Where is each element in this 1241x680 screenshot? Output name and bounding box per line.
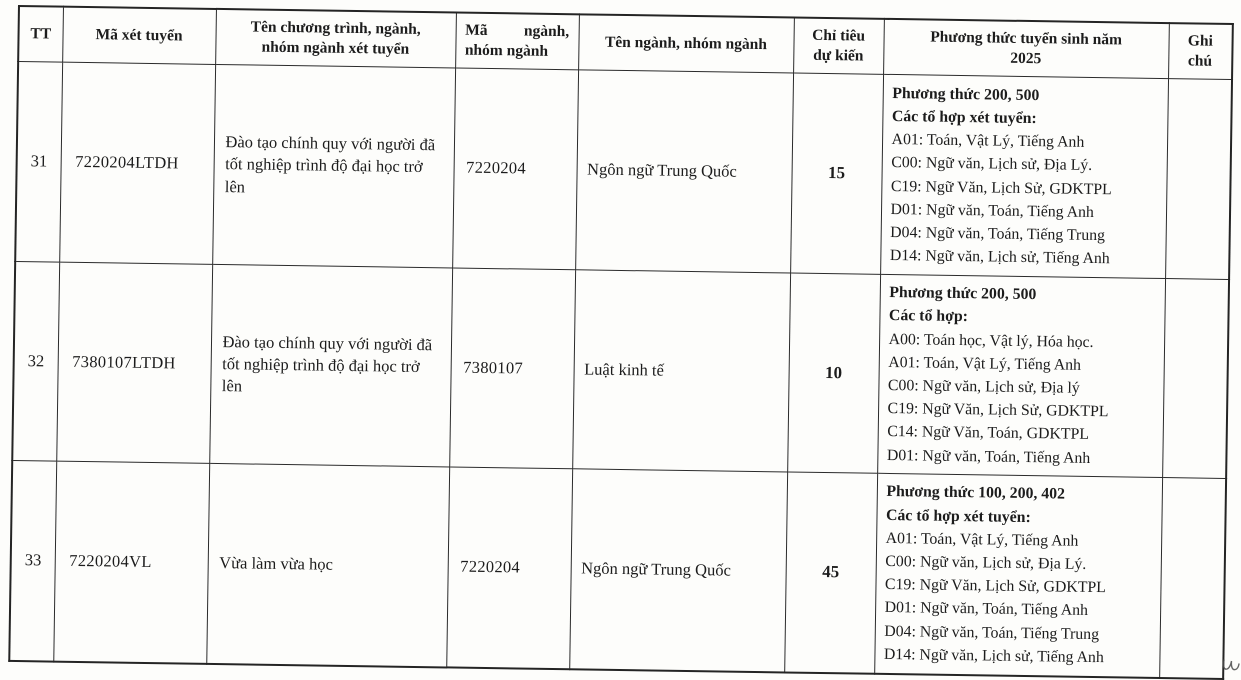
cell-admission-code: 7220204LTDH	[59, 62, 215, 264]
method-title: Phương thức 100, 200, 402	[886, 483, 1066, 503]
header-admission-code: Mã xét tuyển	[62, 7, 216, 65]
combo-line: A01: Toán, Vật Lý, Tiếng Anh	[888, 353, 1082, 374]
header-major-code: Mã ngành, nhóm ngành	[455, 12, 579, 69]
scanned-page	[8, 5, 1232, 679]
cell-methods	[874, 473, 1162, 677]
cell-quota: 45	[784, 472, 877, 673]
cell-quota: 15	[790, 73, 883, 274]
combo-line: C19: Ngữ Văn, Lịch Sử, GDKTPL	[887, 400, 1109, 421]
combo-line: D14: Ngữ văn, Lịch sử, Tiếng Anh	[883, 645, 1104, 667]
cell-program-name: Vừa làm vừa học	[206, 463, 449, 667]
header-quota: Chỉ tiêu dự kiến	[793, 18, 884, 75]
cell-quota: 10	[787, 273, 880, 473]
header-major-name: Tên ngành, nhóm ngành	[578, 14, 794, 73]
cell-note	[1162, 279, 1229, 479]
combo-line: A01: Toán, Vật Lý, Tiếng Anh	[891, 131, 1085, 151]
combo-line: C14: Ngữ Văn, Toán, GDKTPL	[887, 423, 1090, 444]
combo-line: D01: Ngữ văn, Toán, Tiếng Anh	[890, 200, 1094, 221]
combo-line: D04: Ngữ văn, Toán, Tiếng Trung	[884, 622, 1100, 643]
combo-line: A01: Toán, Vật Lý, Tiếng Anh	[885, 529, 1079, 550]
cell-methods	[877, 274, 1165, 477]
admissions-table	[8, 5, 1234, 679]
cell-major-code: 7380107	[449, 268, 575, 469]
combo-line: C19: Ngữ Văn, Lịch Sử, GDKTPL	[890, 177, 1112, 198]
method-title: Phương thức 200, 500	[889, 284, 1037, 304]
header-program-name: Tên chương trình, ngành, nhóm ngành xét tuyển	[215, 9, 456, 68]
header-note: Ghi chú	[1168, 23, 1233, 79]
combos-label: Các tổ hợp:	[888, 307, 969, 326]
cell-major-name: Ngôn ngữ Trung Quốc	[569, 469, 787, 672]
combos-label: Các tổ hợp xét tuyển:	[885, 506, 1031, 526]
cell-tt: 31	[15, 62, 62, 263]
combo-line: D04: Ngữ văn, Toán, Tiếng Trung	[890, 223, 1106, 245]
combo-line: D14: Ngữ văn, Lịch sử, Tiếng Anh	[889, 247, 1110, 268]
header-tt: TT	[18, 6, 63, 62]
combo-line: C00: Ngữ văn, Lịch sử, Địa lý	[887, 376, 1080, 397]
cell-methods	[880, 74, 1168, 278]
combo-line: C00: Ngữ văn, Lịch sử, Địa Lý.	[885, 552, 1087, 573]
cell-major-code: 7220204	[452, 68, 578, 270]
header-method: Phương thức tuyển sinh năm 2025	[883, 19, 1169, 79]
combo-line: A00: Toán học, Vật lý, Hóa học.	[888, 330, 1094, 351]
cell-program-name: Đào tạo chính quy với người đã tốt nghiệp trình độ đại học trở lên	[209, 264, 452, 467]
cell-note	[1165, 79, 1232, 280]
table-row	[15, 62, 1232, 280]
cell-tt: 32	[12, 261, 59, 461]
cell-major-code: 7220204	[446, 467, 572, 669]
cell-admission-code: 7380107LTDH	[56, 262, 212, 463]
table-row	[12, 261, 1229, 478]
cell-admission-code: 7220204VL	[53, 461, 209, 663]
cell-program-name: Đào tạo chính quy với người đã tốt nghiệp trình độ đại học trở lên	[212, 64, 455, 268]
table-row	[9, 460, 1226, 678]
combo-line: D01: Ngữ văn, Toán, Tiếng Anh	[886, 446, 1091, 467]
cell-major-name: Luật kinh tế	[572, 270, 790, 472]
combo-line: C00: Ngữ văn, Lịch sử, Địa Lý.	[891, 154, 1093, 175]
cell-tt: 33	[9, 460, 56, 661]
cell-note	[1159, 478, 1226, 679]
combos-label: Các tổ hợp xét tuyển:	[891, 107, 1037, 127]
ink-smudge	[1222, 658, 1240, 674]
combo-line: D01: Ngữ văn, Toán, Tiếng Anh	[884, 599, 1089, 620]
cell-major-name: Ngôn ngữ Trung Quốc	[575, 70, 793, 273]
method-title: Phương thức 200, 500	[892, 84, 1040, 104]
combo-line: C19: Ngữ Văn, Lịch Sử, GDKTPL	[884, 576, 1106, 597]
